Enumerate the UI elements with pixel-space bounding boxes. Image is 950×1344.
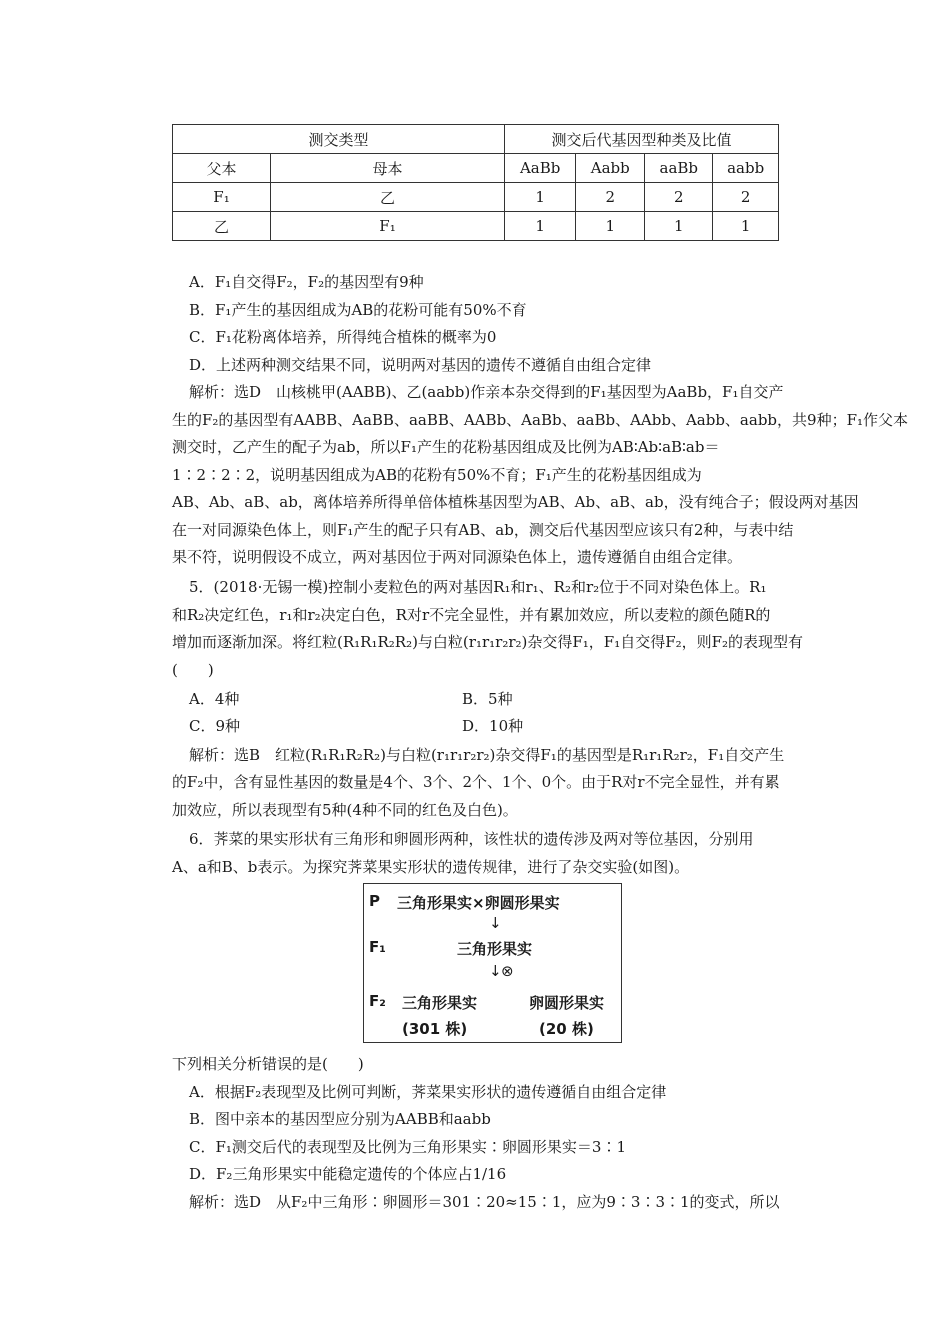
table-header-genotype: AaBb bbox=[505, 154, 576, 183]
table-header-father: 父本 bbox=[173, 154, 271, 183]
down-arrow-icon: ↓ bbox=[489, 962, 502, 980]
q5-stem-line: 增加而逐渐加深。将红粒(R₁R₁R₂R₂)与白粒(r₁r₁r₂r₂)杂交得F₁，F₁自交得F₂，则F₂的表现型有 bbox=[172, 633, 804, 651]
table-cell: 乙 bbox=[173, 212, 271, 241]
down-arrow-icon: ↓ bbox=[489, 914, 502, 932]
p-cross: 三角形果实×卵圆形果实 bbox=[397, 894, 560, 912]
q5-option-a: A．4种 bbox=[189, 690, 240, 708]
q6-option-d: D．F₂三角形果实中能稳定遗传的个体应占1/16 bbox=[189, 1165, 507, 1183]
q5-stem-line: 5．(2018·无锡一模)控制小麦粒色的两对基因R₁和r₁、R₂和r₂位于不同对染色体上。R₁ bbox=[189, 578, 767, 596]
table-group-header: 测交类型 bbox=[173, 125, 505, 154]
table-cell: F₁ bbox=[173, 183, 271, 212]
table-header-genotype: aaBb bbox=[645, 154, 713, 183]
q4-option-a: A．F₁自交得F₂，F₂的基因型有9种 bbox=[189, 273, 424, 291]
q5-analysis-line: 的F₂中，含有显性基因的数量是4个、3个、2个、1个、0个。由于R对r不完全显性，并有累 bbox=[172, 773, 780, 791]
q5-option-b: B．5种 bbox=[462, 690, 513, 708]
table-header-genotype: aabb bbox=[713, 154, 779, 183]
q6-analysis-line: 解析：选D 从F₂中三角形∶卵圆形＝301∶20≈15∶1，应为9∶3∶3∶1的变式，所以 bbox=[189, 1193, 780, 1211]
table-header-genotype: Aabb bbox=[576, 154, 645, 183]
table-group-header: 测交后代基因型种类及比值 bbox=[505, 125, 779, 154]
table-cell: 1 bbox=[505, 183, 576, 212]
table-cell: 1 bbox=[645, 212, 713, 241]
q5-analysis-line: 加效应，所以表现型有5种(4种不同的红色及白色)。 bbox=[172, 801, 518, 819]
testcross-table bbox=[172, 124, 779, 241]
q5-option-c: C．9种 bbox=[189, 717, 241, 735]
q5-stem-line: 和R₂决定红色，r₁和r₂决定白色，R对r不完全显性，并有累加效应，所以麦粒的颜色随R的 bbox=[172, 606, 771, 624]
f1-phenotype: 三角形果实 bbox=[457, 940, 533, 958]
table-cell: 1 bbox=[713, 212, 779, 241]
q4-analysis-line: 1∶2∶2∶2，说明基因组成为AB的花粉有50%不育；F₁产生的花粉基因组成为 bbox=[172, 466, 702, 484]
table-cell: 乙 bbox=[271, 183, 505, 212]
q5-analysis-line: 解析：选B 红粒(R₁R₁R₂R₂)与白粒(r₁r₁r₂r₂)杂交得F₁的基因型是R₁r₁R₂r₂，F₁自交产生 bbox=[189, 746, 785, 764]
table-cell: 1 bbox=[505, 212, 576, 241]
cross-diagram bbox=[363, 883, 622, 1043]
f2-right-phenotype: 卵圆形果实 bbox=[529, 994, 605, 1012]
q4-option-c: C．F₁花粉离体培养，所得纯合植株的概率为0 bbox=[189, 328, 497, 346]
f2-left-count: (301 株) bbox=[402, 1020, 468, 1038]
q4-analysis-line: AB、Ab、aB、ab，离体培养所得单倍体植株基因型为AB、Ab、aB、ab，没有纯合子；假设两对基因 bbox=[172, 493, 859, 511]
q4-analysis-line: 测交时，乙产生的配子为ab，所以F₁产生的花粉基因组成及比例为AB∶Ab∶aB∶ab＝ bbox=[172, 438, 720, 456]
q4-analysis-line: 在一对同源染色体上，则F₁产生的配子只有AB、ab，测交后代基因型应该只有2种，与表中结 bbox=[172, 521, 794, 539]
q6-stem-line: 6．荠菜的果实形状有三角形和卵圆形两种，该性状的遗传涉及两对等位基因，分别用 bbox=[189, 830, 754, 848]
table-cell: 2 bbox=[713, 183, 779, 212]
f2-right-count: (20 株) bbox=[539, 1020, 594, 1038]
f1-label: F₁ bbox=[369, 938, 386, 956]
q6-option-c: C．F₁测交后代的表现型及比例为三角形果实∶卵圆形果实＝3∶1 bbox=[189, 1138, 626, 1156]
q4-analysis-line: 解析：选D 山核桃甲(AABB)、乙(aabb)作亲本杂交得到的F₁基因型为AaBb，F₁自交产 bbox=[189, 383, 784, 401]
table-row bbox=[173, 183, 779, 212]
table-cell: 2 bbox=[576, 183, 645, 212]
q4-analysis-line: 果不符，说明假设不成立，两对基因位于两对同源染色体上，遗传遵循自由组合定律。 bbox=[172, 548, 743, 566]
q5-option-d: D．10种 bbox=[462, 717, 524, 735]
selfing-icon: ⊗ bbox=[501, 962, 514, 980]
p-label: P bbox=[369, 892, 380, 910]
table-cell: 2 bbox=[645, 183, 713, 212]
q6-option-a: A．根据F₂表现型及比例可判断，荠菜果实形状的遗传遵循自由组合定律 bbox=[189, 1083, 667, 1101]
q5-stem-line: ( ) bbox=[172, 661, 214, 679]
table-header-mother: 母本 bbox=[271, 154, 505, 183]
q6-stem-line: A、a和B、b表示。为探究荠菜果实形状的遗传规律，进行了杂交实验(如图)。 bbox=[172, 858, 690, 876]
table-cell: F₁ bbox=[271, 212, 505, 241]
q4-analysis-line: 生的F₂的基因型有AABB、AaBB、aaBB、AABb、AaBb、aaBb、AAbb、Aabb、aabb，共9种；F₁作父本 bbox=[172, 411, 908, 429]
q4-option-d: D．上述两种测交结果不同，说明两对基因的遗传不遵循自由组合定律 bbox=[189, 356, 652, 374]
table-cell: 1 bbox=[576, 212, 645, 241]
table-row bbox=[173, 212, 779, 241]
f2-left-phenotype: 三角形果实 bbox=[402, 994, 478, 1012]
q6-question: 下列相关分析错误的是( ) bbox=[172, 1055, 364, 1073]
f2-label: F₂ bbox=[369, 992, 386, 1010]
q4-option-b: B．F₁产生的基因组成为AB的花粉可能有50%不育 bbox=[189, 301, 527, 319]
q6-option-b: B．图中亲本的基因型应分别为AABB和aabb bbox=[189, 1110, 491, 1128]
